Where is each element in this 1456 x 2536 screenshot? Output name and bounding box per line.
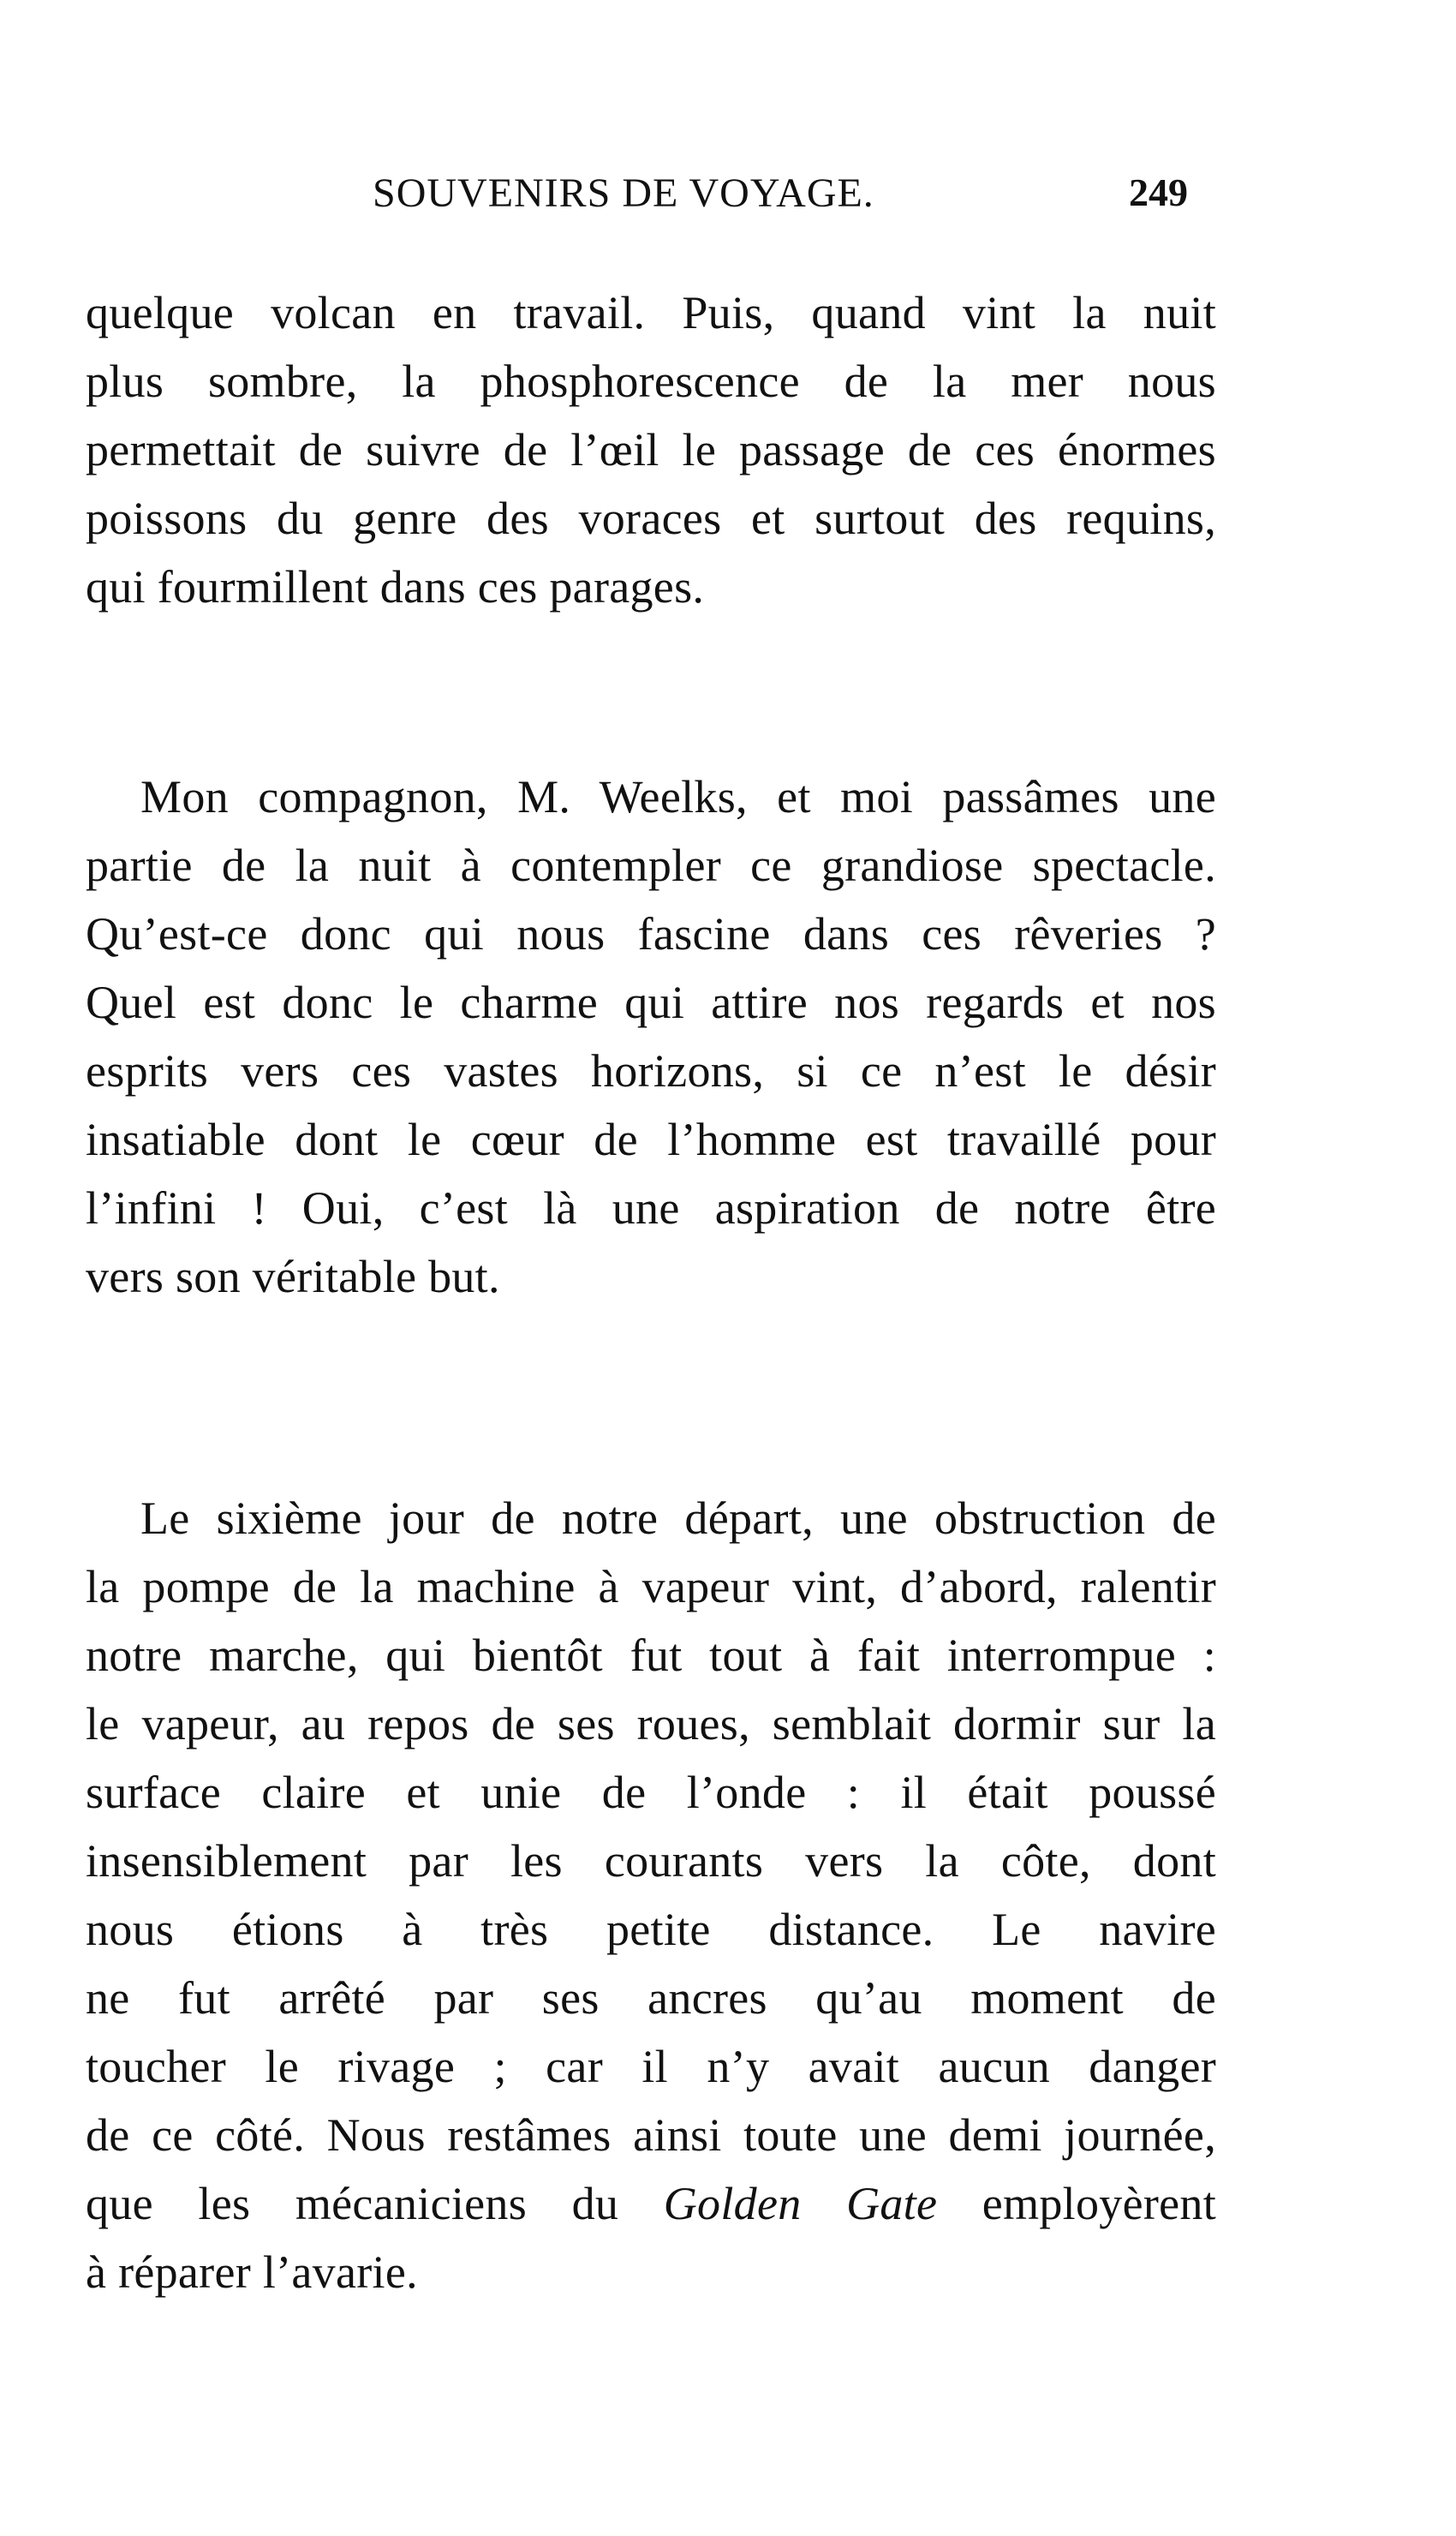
page-number: 249: [1129, 170, 1188, 214]
paragraph-2-line-5: esprits vers ces vastes horizons, si ce n’est le désir: [86, 1045, 1216, 1097]
paragraph-1-line-1: quelque volcan en travail. Puis, quand vint la nuit: [86, 287, 1216, 338]
ship-name: Golden Gate: [663, 2178, 938, 2229]
paragraph-1-line-5: qui fourmillent dans ces parages.: [86, 561, 705, 613]
running-title: SOUVENIRS DE VOYAGE.: [373, 170, 874, 216]
paragraph-3-line-1: Le sixième jour de notre départ, une obstruction de: [140, 1492, 1216, 1544]
paragraph-1-line-2: plus sombre, la phosphorescence de la mer nous: [86, 356, 1216, 407]
paragraph-2-line-1: Mon compagnon, M. Weelks, et moi passâmes une: [140, 771, 1216, 822]
paragraph-1-line-3: permettait de suivre de l’œil le passage de ces énormes: [86, 424, 1216, 476]
paragraph-3-line-9: toucher le rivage ; car il n’y avait aucun danger: [86, 2041, 1216, 2092]
paragraph-2-line-4: Quel est donc le charme qui attire nos regards et nos: [86, 977, 1216, 1028]
paragraph-3-line-2: la pompe de la machine à vapeur vint, d’abord, ralentir: [86, 1561, 1216, 1612]
paragraph-2-line-7: l’infini ! Oui, c’est là une aspiration de notre être: [86, 1182, 1216, 1234]
paragraph-2-line-2: partie de la nuit à contempler ce grandiose spectacle.: [86, 840, 1216, 891]
paragraph-3: [86, 1484, 1216, 2306]
paragraph-3-line-7: nous étions à très petite distance. Le navire: [86, 1904, 1216, 1955]
paragraph-2-line-3: Qu’est-ce donc qui nous fascine dans ces rêveries ?: [86, 908, 1216, 960]
paragraph-3-line-12: à réparer l’avarie.: [86, 2246, 418, 2298]
paragraph-3-line-10: de ce côté. Nous restâmes ainsi toute une demi journée,: [86, 2109, 1216, 2161]
paragraph-3-line-4: le vapeur, au repos de ses roues, semblait dormir sur la: [86, 1698, 1216, 1749]
running-head: [0, 170, 1456, 221]
paragraph-2: [86, 763, 1216, 1311]
paragraph-3-line-8: ne fut arrêté par ses ancres qu’au moment de: [86, 1972, 1216, 2024]
paragraph-3-line-11: [86, 2169, 1216, 2238]
paragraph-3-line-6: insensiblement par les courants vers la côte, dont: [86, 1835, 1216, 1887]
paragraph-2-line-8: vers son véritable but.: [86, 1251, 500, 1302]
line-11-text-before: que les mécaniciens du: [86, 2178, 664, 2229]
paragraph-3-line-3: notre marche, qui bientôt fut tout à fait interrompue :: [86, 1630, 1216, 1681]
paragraph-2-line-6: insatiable dont le cœur de l’homme est travaillé pour: [86, 1114, 1216, 1165]
line-11-text-after: employèrent: [937, 2178, 1216, 2229]
paragraph-3-line-5: surface claire et unie de l’onde : il était poussé: [86, 1767, 1216, 1818]
paragraph-1: [86, 278, 1216, 621]
paragraph-1-line-4: poissons du genre des voraces et surtout des requins,: [86, 493, 1216, 544]
